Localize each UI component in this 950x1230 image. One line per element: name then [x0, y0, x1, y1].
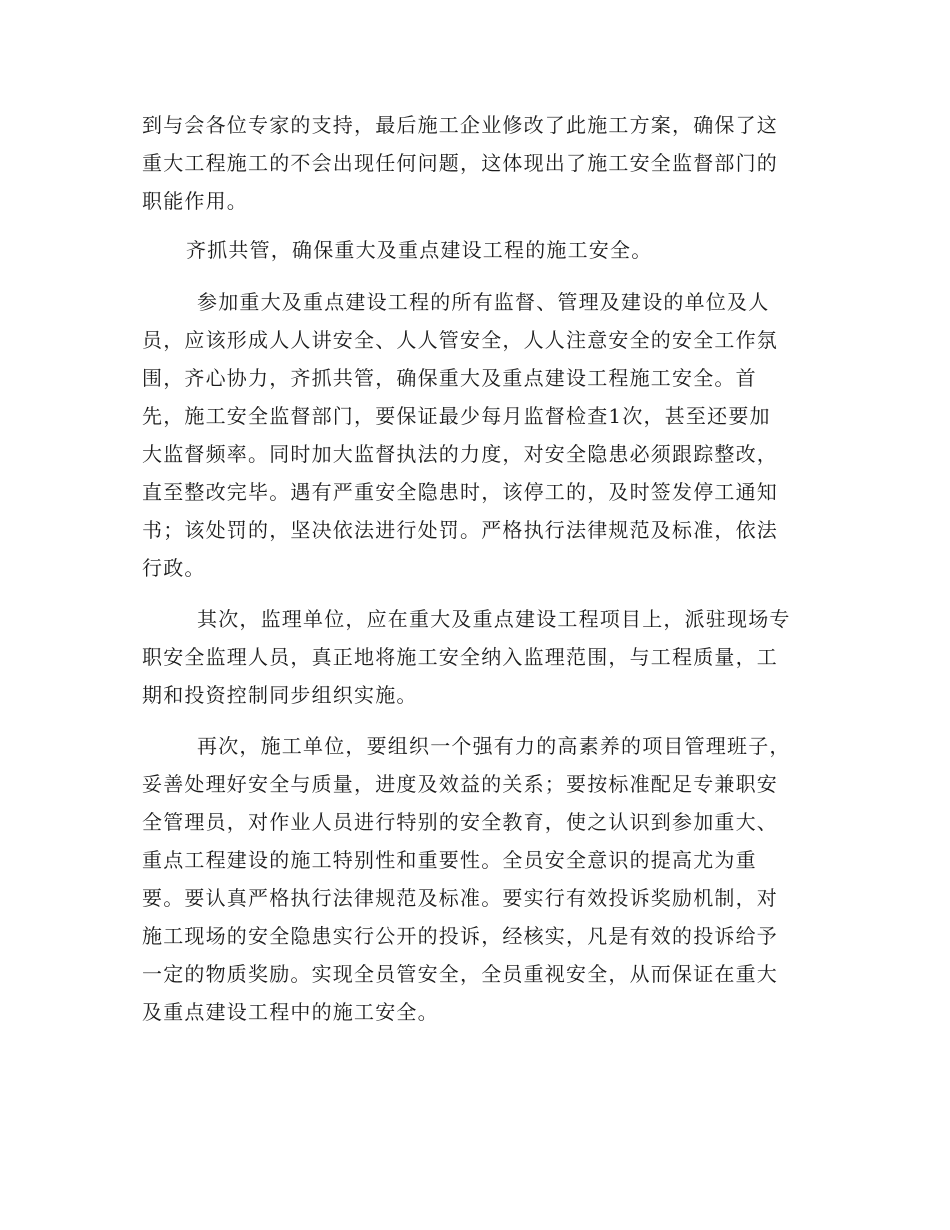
- paragraph-4-line-1: 其次，监理单位，应在重大及重点建设工程项目上，派驻现场专: [197, 607, 791, 631]
- paragraph-5-line-6: 施工现场的安全隐患实行公开的投诉，经核实，凡是有效的投诉给予: [142, 924, 778, 948]
- paragraph-3-line-3: 围，齐心协力，齐抓共管，确保重大及重点建设工程施工安全。首: [142, 366, 757, 390]
- paragraph-3-line-7: 书；该处罚的，坚决依法进行处罚。严格执行法律规范及标准，依法: [142, 518, 778, 542]
- paragraph-5-line-4: 重点工程建设的施工特别性和重要性。全员安全意识的提高尤为重: [142, 848, 757, 872]
- paragraph-5-line-7: 一定的物质奖励。实现全员管安全，全员重视安全，从而保证在重大: [142, 962, 778, 986]
- paragraph-5-line-3: 全管理员，对作业人员进行特别的安全教育，使之认识到参加重大、: [142, 810, 778, 834]
- paragraph-3-line-4: 先，施工安全监督部门，要保证最少每月监督检查1次，甚至还要加: [142, 404, 771, 428]
- paragraph-3-line-2: 员，应该形成人人讲安全、人人管安全，人人注意安全的安全工作氛: [142, 328, 778, 352]
- paragraph-3-line-5: 大监督频率。同时加大监督执法的力度，对安全隐患必须跟踪整改，: [142, 442, 778, 466]
- paragraph-5-line-8: 及重点建设工程中的施工安全。: [142, 1000, 439, 1024]
- paragraph-1-line-3: 职能作用。: [142, 189, 248, 213]
- paragraph-5-line-2: 妥善处理好安全与质量，进度及效益的关系；要按标准配足专兼职安: [142, 772, 778, 796]
- paragraph-3-line-1: 参加重大及重点建设工程的所有监督、管理及建设的单位及人: [197, 290, 770, 314]
- paragraph-4-line-2: 职安全监理人员，真正地将施工安全纳入监理范围，与工程质量，工: [142, 645, 778, 669]
- paragraph-4-line-3: 期和投资控制同步组织实施。: [142, 683, 418, 707]
- paragraph-5-line-5: 要。要认真严格执行法律规范及标准。要实行有效投诉奖励机制，对: [142, 886, 778, 910]
- paragraph-3-line-6: 直至整改完毕。遇有严重安全隐患时，该停工的，及时签发停工通知: [142, 480, 778, 504]
- paragraph-1-line-2: 重大工程施工的不会出现任何问题，这体现出了施工安全监督部门的: [142, 151, 778, 175]
- paragraph-3-line-8: 行政。: [142, 556, 206, 580]
- paragraph-5-line-1: 再次，施工单位，要组织一个强有力的高素养的项目管理班子，: [197, 734, 791, 758]
- paragraph-2-line-1: 齐抓共管，确保重大及重点建设工程的施工安全。: [186, 238, 653, 262]
- paragraph-1-line-1: 到与会各位专家的支持，最后施工企业修改了此施工方案，确保了这: [142, 113, 778, 137]
